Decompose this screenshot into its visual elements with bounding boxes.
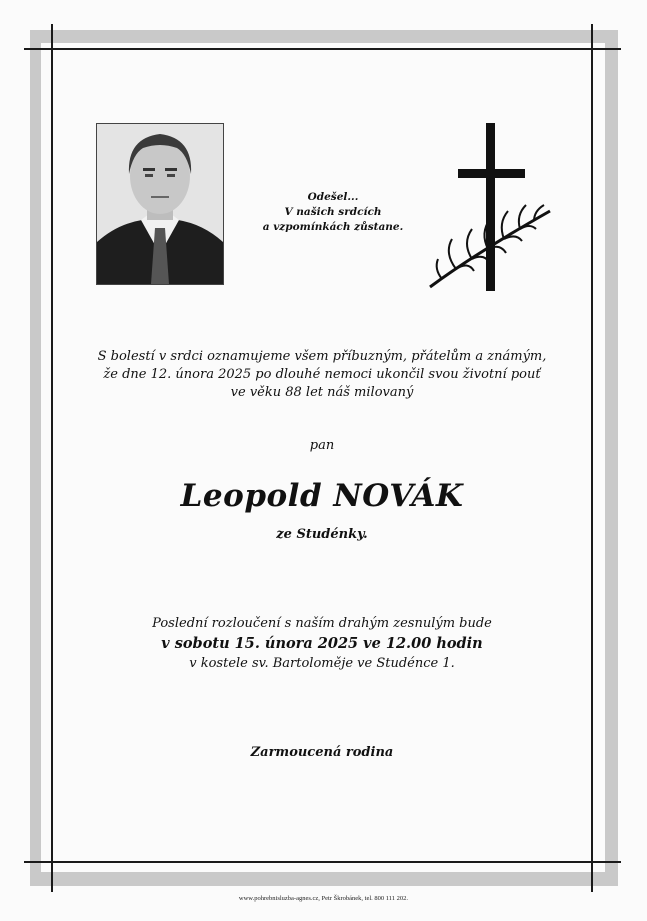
announcement-line: že dne 12. února 2025 po dlouhé nemoci ukončil svou životní pouť <box>103 367 541 382</box>
funeral-datetime: v sobotu 15. února 2025 ve 12.00 hodin <box>161 635 483 652</box>
cross-with-palm-icon <box>426 123 554 295</box>
signature: Zarmoucená rodina <box>250 745 394 760</box>
funeral-place: v kostele sv. Bartoloměje ve Studénce 1. <box>189 656 455 671</box>
frame-line-right <box>591 24 593 892</box>
funeral-details <box>60 614 584 674</box>
portrait-photo <box>96 123 224 285</box>
frame-band-bottom <box>30 872 618 886</box>
announcement-text <box>60 348 584 402</box>
frame-line-top <box>24 48 621 50</box>
motto-line: V našich srdcích <box>284 206 382 218</box>
frame-band-top <box>30 30 618 43</box>
frame-line-left <box>51 24 53 892</box>
deceased-name: Leopold NOVÁK <box>180 478 464 514</box>
frame-band-left <box>30 30 41 886</box>
announcement-line: S bolestí v srdci oznamujeme všem příbuzným, přátelům a známým, <box>97 349 547 364</box>
motto-line: Odešel... <box>307 191 359 203</box>
deceased-origin: ze Studénky. <box>276 527 368 542</box>
motto <box>238 190 428 235</box>
frame-band-right <box>605 30 618 886</box>
announcement-line: ve věku 88 let náš milovaný <box>230 385 414 400</box>
frame-line-bottom <box>24 861 621 863</box>
funeral-intro: Poslední rozloučení s naším drahým zesnulým bude <box>152 616 492 631</box>
salutation: pan <box>309 438 335 453</box>
motto-line: a vzpomínkách zůstane. <box>262 221 404 233</box>
footer-contact: www.pohrebnisluzba-agnes.cz, Petr Škrobánek, tel. 800 111 202. <box>238 895 409 902</box>
